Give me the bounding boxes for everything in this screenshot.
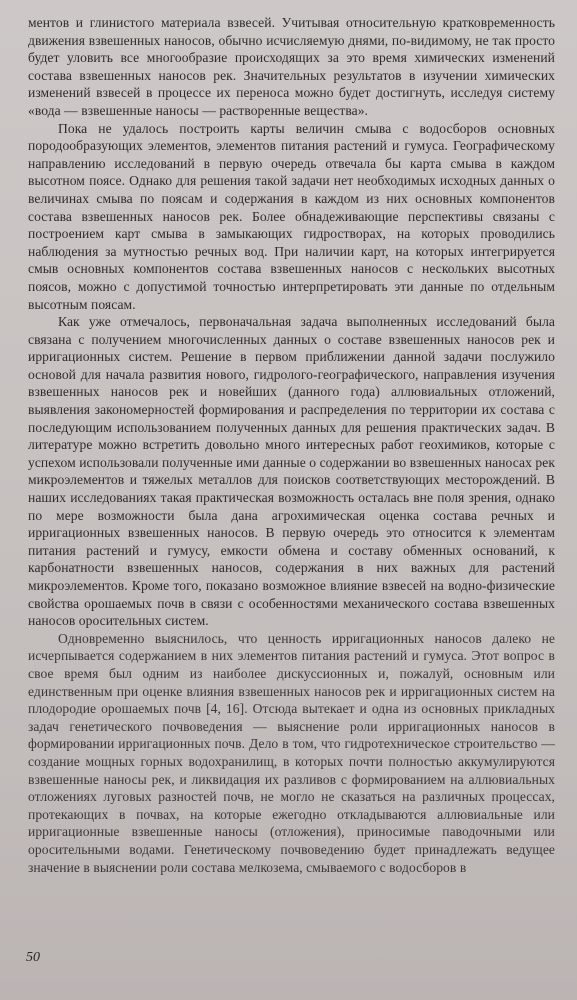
paragraph-research-task: Как уже отмечалось, первоначальная задача выполненных исследований была связана с получением многочисленных данных о составе взвешенных наносов рек и ирригационных систем. Решение в первом приближении данной задачи послужило основой для начала развития нового, гидролого-географического, направления изучения взвешенных наносов рек и новейших (данного года) аллювиальных отложений, выявления закономерностей формирования и распределения по территории их состава с последующим использованием полученных данных для решения практических задач. В литературе можно встретить довольно много интересных работ геохимиков, которые с успехом использовали полученные ими данные о содержании во взвешенных наносах рек микроэлементов и тяжелых металлов для поисков соответствующих месторождений. В наших исследованиях такая практическая возможность осталась вне поля зрения, однако по мере возможности была дана агрохимическая оценка состава речных и ирригационных взвешенных наносов. В первую очередь это относится к элементам питания растений и гумусу, емкости обмена и составу обменных оснований, к карбонатности взвешенных наносов, содержания в них важных для растений микроэлементов. Кроме того, показано возможное влияние взвесей на водно-физические свойства орошаемых почв в связи с особенностями механического состава взвешенных наносов оросительных систем. bbox=[28, 314, 555, 629]
page-number: 50 bbox=[26, 950, 40, 965]
paragraph-irrigation-sediments: Одновременно выяснилось, что ценность ирригационных наносов далеко не исчерпывается содержанием в них элементов питания растений и гумуса. Этот вопрос в свое время был одним из наиболее дискуссионных и, пожалуй, основным или единственным при оценке влияния взвешенных наносов рек и ирригационных систем на плодородие орошаемых почв [4, 16]. Отсюда вытекает и одна из основных прикладных задач генетического почвоведения — выяснение роли ирригационных наносов в формировании ирригационных почв. Дело в том, что гидротехническое строительство — создание мощных горных водохранилищ, в которых почти полностью аккумулируются взвешенные наносы рек, и ликвидация их разливов с формированием на аллювиальных отложениях луговых разностей почв, не могло не сказаться на различных процессах, протекающих в почвах, на которые ежегодно откладываются аллювиальные или ирригационные взвешенные наносы (отложения), приносимые паводочными или оросительными водами. Генетическому почвоведению будет принадлежать ведущее значение в выяснении роли состава мелкозема, смываемого с водосборов в bbox=[28, 630, 555, 875]
paragraph-smyv-maps: Пока не удалось построить карты величин смыва с водосборов основных породообразующих элементов, элементов питания растений и гумуса. Географическому направлению исследований в первую очередь отвечала бы карта смыва в каждом высотном поясе. Однако для решения такой задачи нет необходимых исходных данных о величинах смыва по поясам и содержания в каждом из них основных компонентов состава взвешенных наносов рек. Более обнадеживающие перспективы связаны с построением карт смыва в замыкающих гидростворах, на которых проводились наблюдения за мутностью речных вод. При наличии карт, на которых интегрируется смыв основных компонентов состава взвешенных наносов с нескольких высотных поясов, можно с допустимой точностью интерпретировать эти данные по отдельным высотным поясам. bbox=[28, 120, 555, 312]
paragraph-continuation: ментов и глинистого материала взвесей. Учитывая относительную кратковременность движения взвешенных наносов, обычно исчисляемую днями, по-видимому, не так просто будет уловить все многообразие происходящих за это время химических изменений состава взвешенных наносов рек. Значительных результатов в изучении химических изменений взвесей в процессе их переноса можно будет достигнуть, исследуя систему «вода — взвешенные наносы — растворенные вещества». bbox=[28, 15, 555, 118]
